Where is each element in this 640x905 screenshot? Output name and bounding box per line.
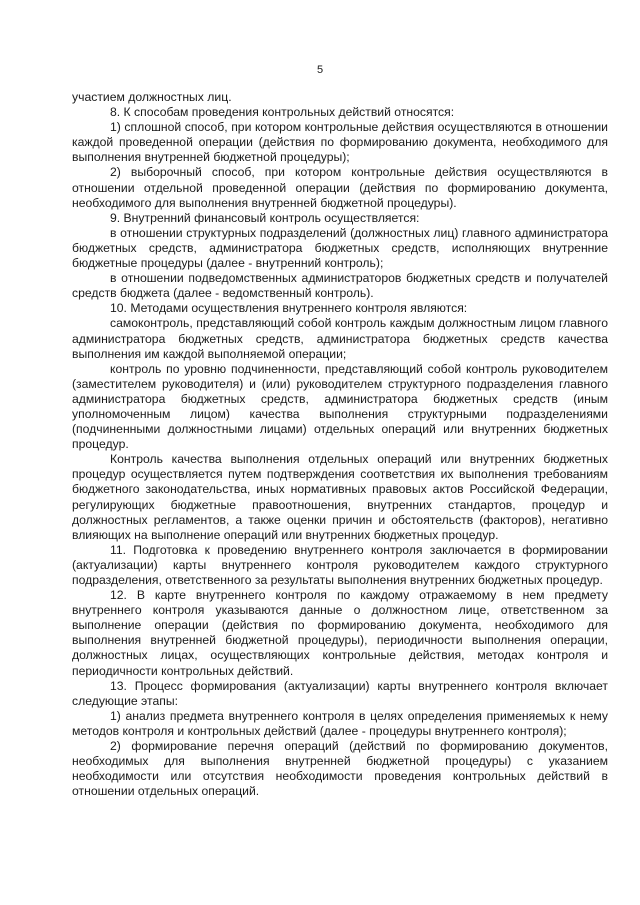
paragraph: в отношении подведомственных администраторов бюджетных средств и получателей средств бюджета (далее - ведомственный контроль). (72, 271, 608, 301)
paragraph: 11. Подготовка к проведению внутреннего контроля заключается в формировании (актуализации) карты внутреннего контроля руководителем каждого структурного подразделения, ответственного за результаты выполнения внутренних бюджетных процедур. (72, 542, 608, 587)
paragraph: 2) выборочный способ, при котором контрольные действия осуществляются в отношении отдельной проведенной операции (действия по формированию документа, необходимого для выполнения внутренней бюджетной процедуры). (72, 165, 608, 210)
paragraph: 13. Процесс формирования (актуализации) карты внутреннего контроля включает следующие этапы: (72, 678, 608, 708)
paragraph: 8. К способам проведения контрольных действий относятся: (110, 105, 455, 120)
document-body (72, 90, 608, 799)
paragraph: в отношении структурных подразделений (должностных лиц) главного администратора бюджетных средств, администратора бюджетных средств, исполняющих внутренние бюджетные процедуры (далее - внутренний контроль); (72, 225, 608, 271)
page-number: 5 (316, 64, 324, 76)
paragraph: 12. В карте внутреннего контроля по каждому отражаемому в нем предмету внутреннего контроля указываются данные о должностном лице, ответственном за выполнение операции (действия по формированию документа, необходимого для выполнения внутренней бюджетной процедуры), периодичности выполнения операции, должностных лицах, осуществляющих контрольные действия, методах контроля и периодичности контрольных действий. (72, 588, 608, 678)
paragraph: 2) формирование перечня операций (действий по формированию документов, необходимых для выполнения внутренней бюджетной процедуры) с указанием необходимости или отсутствия необходимости проведения контрольных действий в отношении отдельных операций. (72, 739, 608, 799)
paragraph: участием должностных лиц. (72, 90, 232, 104)
paragraph: контроль по уровню подчиненности, представляющий собой контроль руководителем (заместителем руководителя) и (или) руководителем структурного подразделения главного администратора бюджетных средств, администратора бюджетных средств (иным уполномоченным лицом) качества выполнения структурными подразделениями (подчиненными должностными лицами) отдельных операций или внутренних бюджетных процедур. (72, 361, 608, 452)
paragraph: 9. Внутренний финансовый контроль осуществляется: (110, 210, 420, 225)
paragraph: самоконтроль, представляющий собой контроль каждым должностным лицом главного администратора бюджетных средств, администратора бюджетных средств качества выполнения им каждой выполняемой операции; (72, 316, 608, 361)
paragraph: 1) анализ предмета внутреннего контроля в целях определения применяемых к нему методов контроля и контрольных действий (далее - процедуры внутреннего контроля); (72, 708, 608, 738)
paragraph: Контроль качества выполнения отдельных операций или внутренних бюджетных процедур осуществляется путем подтверждения соответствия их выполнения требованиям бюджетного законодательства, иных нормативных правовых актов Российской Федерации, регулирующих бюджетные правоотношения, внутренних стандартов, процедур и должностных регламентов, а также оценки причин и обстоятельств (факторов), негативно влияющих на выполнение операций или внутренних бюджетных процедур. (72, 452, 608, 542)
paragraph: 10. Методами осуществления внутреннего контроля являются: (110, 301, 468, 316)
paragraph: 1) сплошной способ, при котором контрольные действия осуществляются в отношении каждой проведенной операции (действия по формированию документа, необходимого для выполнения внутренней бюджетной процедуры); (72, 120, 608, 165)
